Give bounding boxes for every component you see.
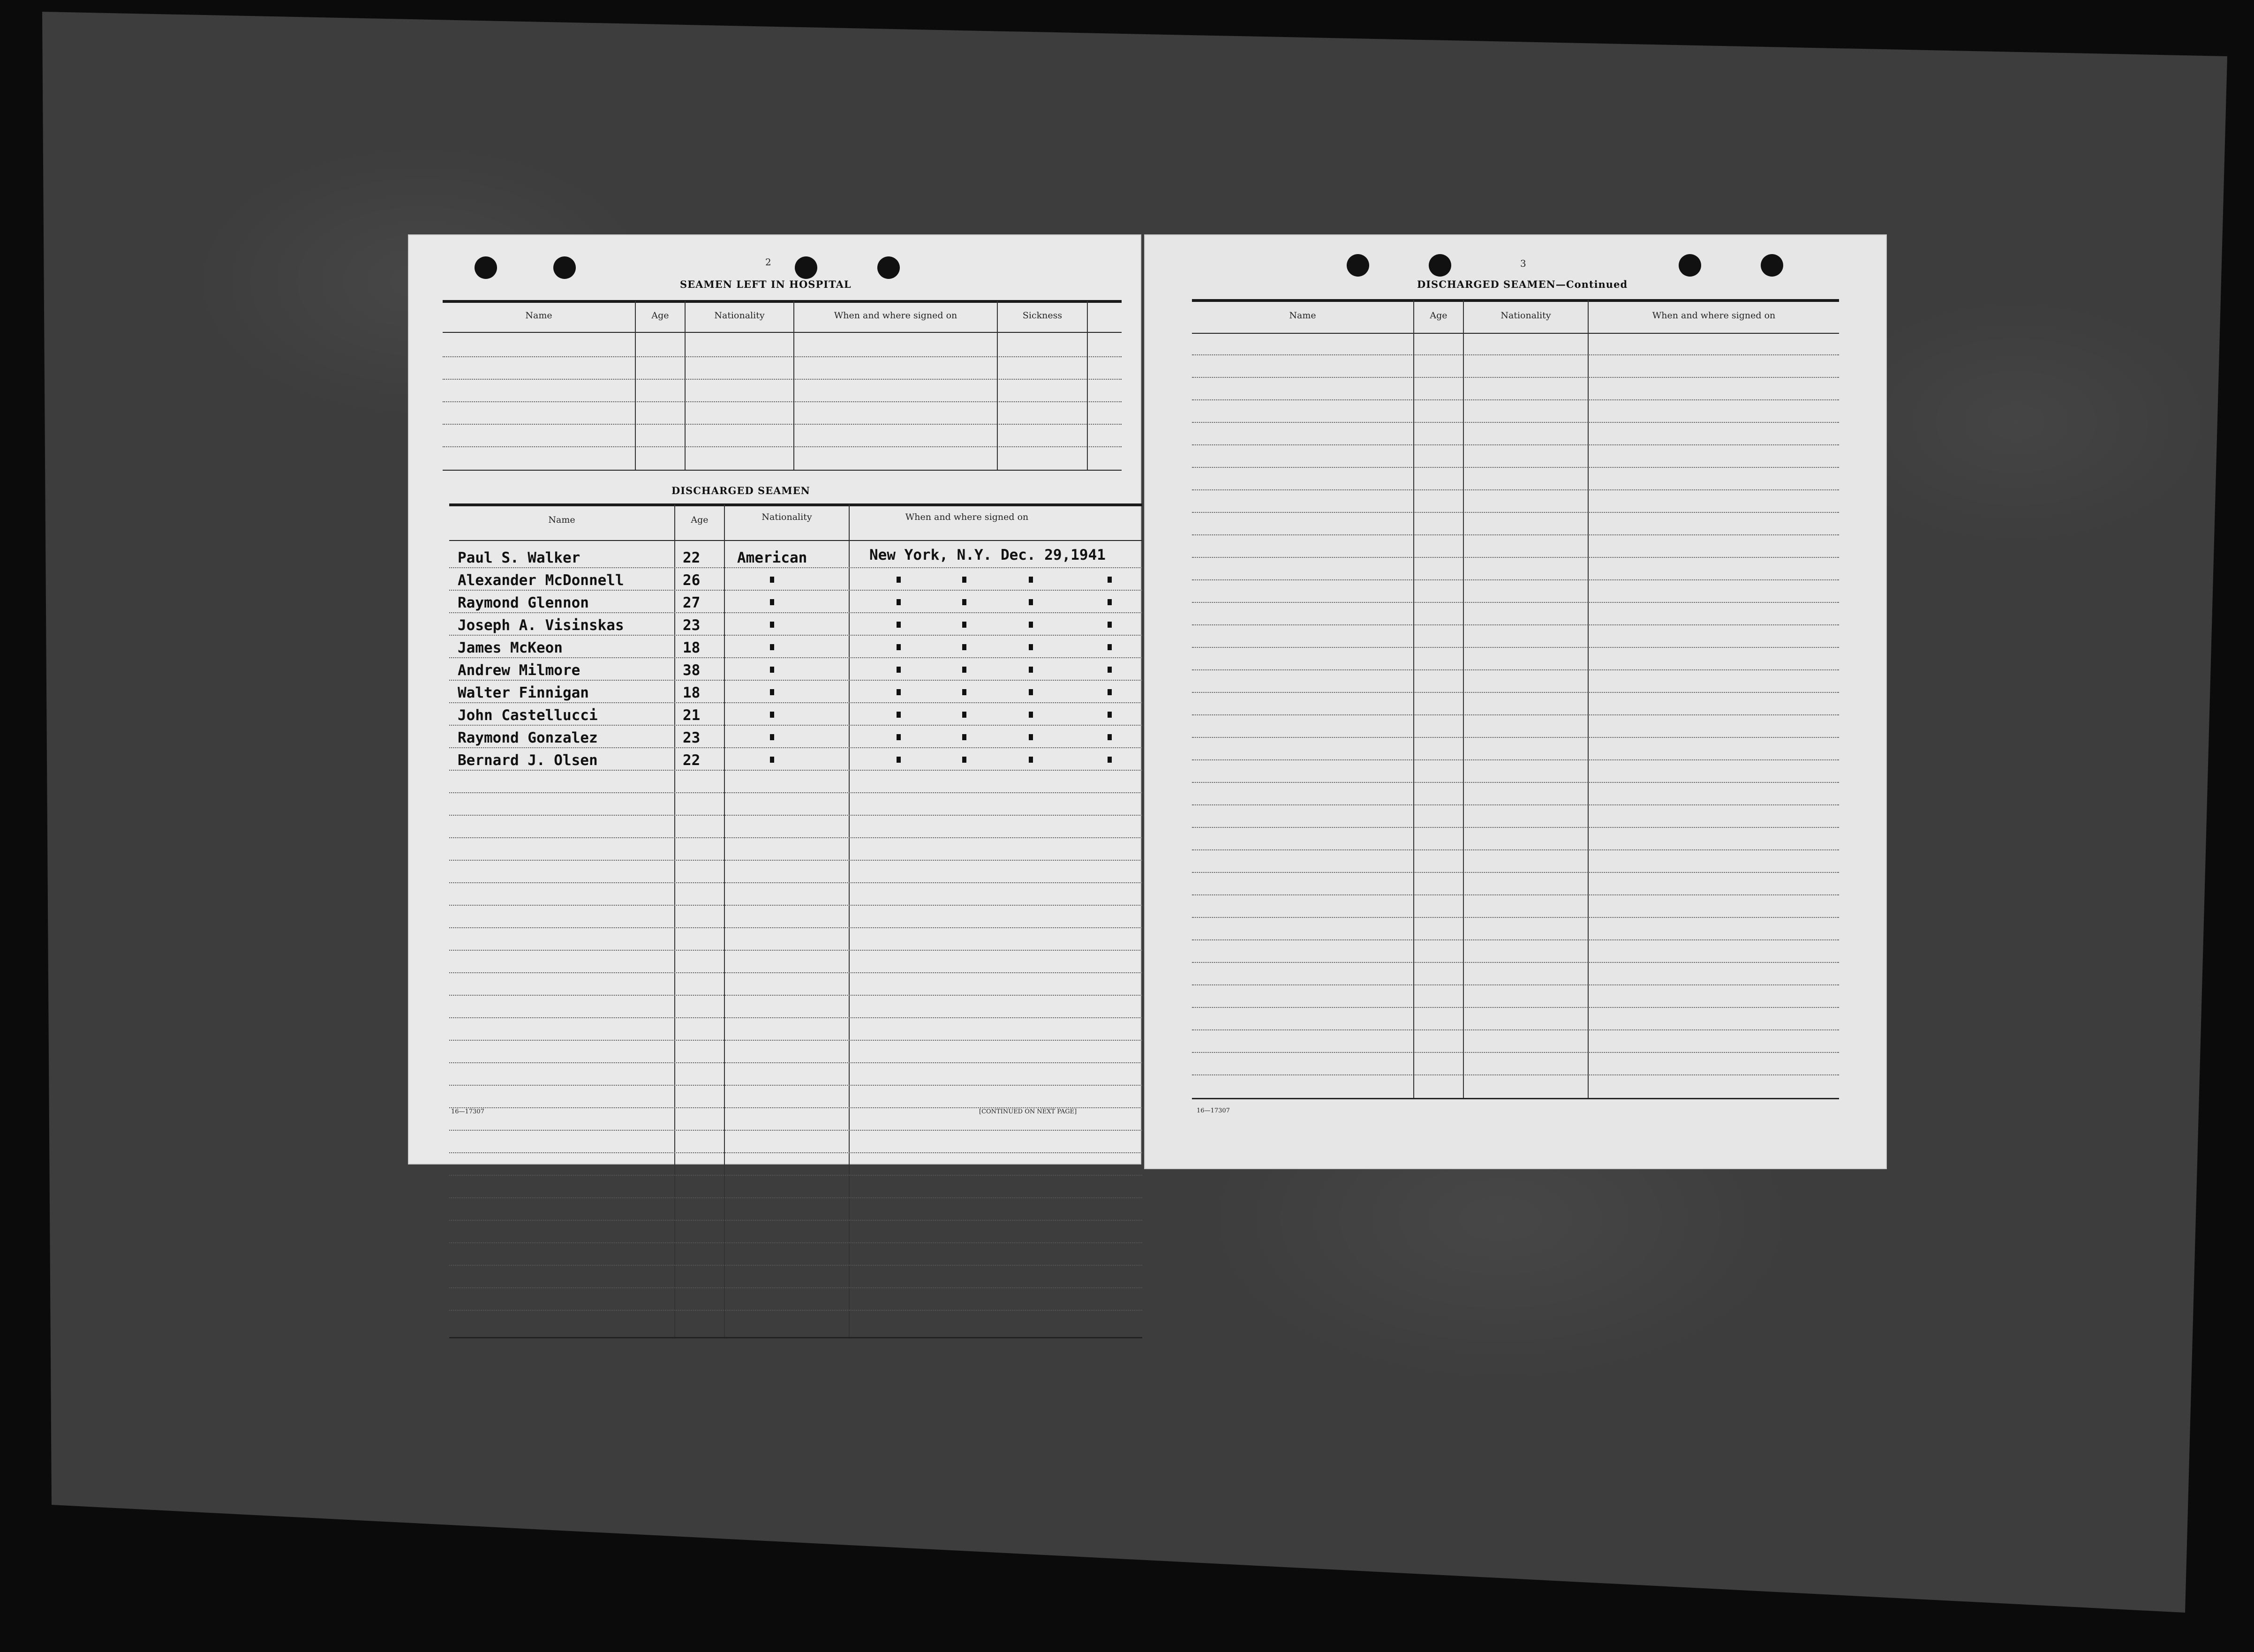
ditto-mark [1029,734,1033,740]
ruled-line [449,815,1142,816]
column-divider [1463,300,1464,1099]
seaman-age: 22 [683,752,701,769]
ruled-line [449,770,1142,771]
ruled-line [449,590,1142,591]
ruled-line [1192,1007,1839,1008]
ruled-line [1192,467,1839,468]
ruled-line [1192,489,1839,490]
ruled-line [1192,444,1839,445]
ruled-line [1192,872,1839,873]
form-number: 16—17307 [451,1108,484,1115]
ruled-line [1192,984,1839,985]
column-divider [1588,300,1589,1099]
punch-hole [1347,254,1369,277]
column-divider [635,301,636,471]
ruled-line [449,792,1142,793]
column-divider [685,301,686,471]
seaman-age: 23 [683,617,701,634]
page-number: 2 [765,256,771,268]
ditto-mark [1108,577,1112,583]
column-header: When and where signed on [1652,310,1776,321]
ruled-line [1192,759,1839,760]
column-header: Age [651,310,669,321]
ruled-line [1192,422,1839,423]
ditto-mark [1108,712,1112,718]
ruled-line [449,1197,1142,1198]
ruled-line [449,1310,1142,1311]
ruled-line [449,612,1142,613]
ruled-line [443,379,1122,380]
ditto-mark [1029,712,1033,718]
ruled-line [1192,939,1839,940]
ruled-line [1192,354,1839,355]
seaman-name: Raymond Gonzalez [458,729,598,746]
seaman-age: 38 [683,662,701,679]
seaman-name: Paul S. Walker [458,549,580,566]
page-title: DISCHARGED SEAMEN—Continued [1417,278,1628,290]
seaman-age: 18 [683,639,701,656]
column-divider [997,301,998,471]
ruled-line [1192,399,1839,400]
table-top-rule [449,503,1142,506]
ruled-line [1192,1052,1839,1053]
ruled-line [449,905,1142,906]
seaman-nationality: American [737,549,807,566]
column-header: Nationality [714,310,765,321]
ruled-line [449,1152,1142,1153]
ditto-mark [1108,599,1112,605]
ditto-mark [962,577,966,583]
ruled-line [449,635,1142,636]
punch-hole [475,256,497,279]
punch-hole [1429,254,1451,277]
column-header: Sickness [1022,310,1063,321]
ruled-line [449,1040,1142,1041]
seaman-age: 26 [683,572,701,589]
ditto-mark [1108,622,1112,628]
ditto-mark [1108,734,1112,740]
ruled-line [1192,602,1839,603]
punch-hole [553,256,576,279]
ditto-mark [962,644,966,650]
column-divider [724,504,725,1338]
ditto-mark [897,577,901,583]
column-header: Name [1289,310,1316,321]
ruled-line [1192,737,1839,738]
ditto-mark [897,644,901,650]
ruled-line [449,567,1142,568]
ditto-mark [1029,757,1033,763]
ruled-line [1192,962,1839,963]
ditto-mark [770,622,774,628]
seaman-age: 21 [683,707,701,724]
ditto-mark [1029,599,1033,605]
column-divider [1413,300,1414,1099]
column-header: Name [548,515,575,525]
header-rule [449,540,1142,541]
column-divider [674,504,675,1338]
ruled-line [449,1242,1142,1243]
ruled-line [1192,782,1839,783]
column-divider [1087,301,1088,471]
seaman-age: 27 [683,594,701,611]
column-divider [793,301,794,471]
ditto-mark [770,599,774,605]
seaman-name: Walter Finnigan [458,684,589,701]
ruled-line [1192,692,1839,693]
ruled-line [449,950,1142,951]
ruled-line [1192,669,1839,670]
ruled-line [1192,1074,1839,1075]
hospital-section-title: SEAMEN LEFT IN HOSPITAL [680,278,852,290]
ruled-line [1192,1029,1839,1030]
ruled-line [1192,647,1839,648]
ditto-mark [897,757,901,763]
ditto-mark [897,599,901,605]
column-header: When and where signed on [905,512,1029,522]
ruled-line [449,702,1142,703]
ruled-line [443,401,1122,402]
left-page [408,234,1141,1164]
ruled-line [449,1175,1142,1176]
ruled-line [443,356,1122,357]
ditto-mark [1029,667,1033,673]
ruled-line [1192,579,1839,580]
ruled-line [1192,714,1839,715]
header-rule [1192,333,1839,334]
ruled-line [449,1085,1142,1086]
ditto-mark [770,667,774,673]
ruled-line [443,446,1122,447]
punch-hole [877,256,900,279]
table-bottom-rule [443,470,1122,471]
ruled-line [449,1062,1142,1063]
column-divider [849,504,850,1338]
ruled-line [1192,557,1839,558]
table-bottom-rule [449,1337,1142,1338]
seaman-name: Andrew Milmore [458,662,580,679]
ruled-line [1192,827,1839,828]
ditto-mark [1029,689,1033,695]
ruled-line [449,680,1142,681]
ditto-mark [897,734,901,740]
continued-note: [CONTINUED ON NEXT PAGE] [979,1108,1077,1115]
punch-hole [795,256,817,279]
column-header: Nationality [1500,310,1551,321]
ditto-mark [962,689,966,695]
seaman-age: 23 [683,729,701,746]
table-top-rule [1192,299,1839,302]
ruled-line [449,882,1142,883]
ditto-mark [770,644,774,650]
table-top-rule [443,300,1122,303]
ruled-line [449,972,1142,973]
discharged-section-title: DISCHARGED SEAMEN [671,485,810,496]
column-header: Nationality [761,512,812,522]
seaman-name: James McKeon [458,639,563,656]
ditto-mark [1108,757,1112,763]
table-bottom-rule [1192,1098,1839,1099]
punch-hole [1761,254,1783,277]
column-header: When and where signed on [834,310,957,321]
ruled-line [1192,512,1839,513]
ruled-line [1192,894,1839,895]
seaman-age: 22 [683,549,701,566]
seaman-name: Raymond Glennon [458,594,589,611]
ruled-line [449,837,1142,838]
ruled-line [449,995,1142,996]
ditto-mark [897,667,901,673]
page-number: 3 [1520,258,1526,269]
ditto-mark [770,734,774,740]
ditto-mark [770,712,774,718]
ditto-mark [770,577,774,583]
column-header: Name [525,310,552,321]
ditto-mark [1108,644,1112,650]
ditto-mark [1029,644,1033,650]
ditto-mark [897,622,901,628]
ruled-line [449,725,1142,726]
column-header: Age [1430,310,1447,321]
ditto-mark [770,757,774,763]
signed-on-place-date: New York, N.Y. Dec. 29,1941 [869,547,1106,563]
ruled-line [1192,534,1839,535]
ditto-mark [962,599,966,605]
ruled-line [449,1220,1142,1221]
ditto-mark [1108,689,1112,695]
ruled-line [1192,804,1839,805]
seaman-name: John Castellucci [458,707,598,724]
right-page [1144,234,1887,1169]
ruled-line [449,1287,1142,1288]
ditto-mark [1108,667,1112,673]
header-rule [443,332,1122,333]
ditto-mark [897,712,901,718]
ditto-mark [962,712,966,718]
ruled-line [1192,917,1839,918]
ditto-mark [962,734,966,740]
punch-hole [1679,254,1701,277]
ditto-mark [962,667,966,673]
seaman-name: Bernard J. Olsen [458,752,598,769]
ruled-line [449,927,1142,928]
ditto-mark [897,689,901,695]
seaman-age: 18 [683,684,701,701]
ruled-line [449,1017,1142,1018]
ditto-mark [962,757,966,763]
ruled-line [449,1130,1142,1131]
ruled-line [449,657,1142,658]
form-number: 16—17307 [1197,1107,1230,1114]
ruled-line [1192,624,1839,625]
ruled-line [443,424,1122,425]
seaman-name: Joseph A. Visinskas [458,617,624,634]
ruled-line [449,860,1142,861]
ditto-mark [962,622,966,628]
ruled-line [1192,377,1839,378]
column-header: Age [691,515,709,525]
ditto-mark [1029,577,1033,583]
ruled-line [1192,849,1839,850]
ruled-line [449,747,1142,748]
seaman-name: Alexander McDonnell [458,572,624,589]
ditto-mark [770,689,774,695]
ruled-line [449,1265,1142,1266]
ditto-mark [1029,622,1033,628]
